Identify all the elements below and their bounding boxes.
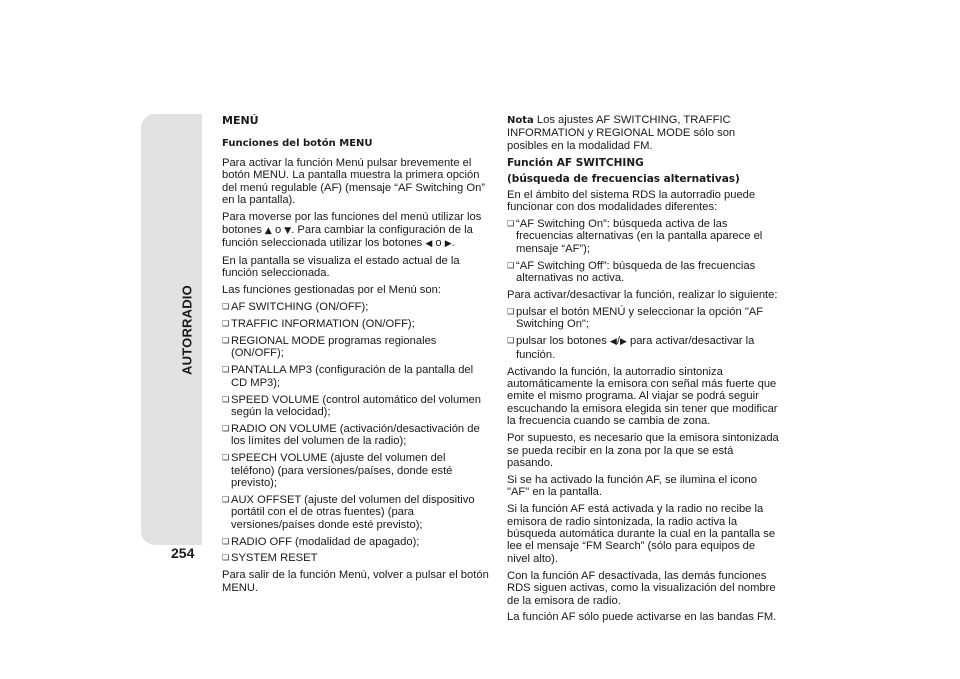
- arrow-left-icon: ◀: [425, 238, 433, 249]
- arrow-right-icon: ▶: [619, 337, 627, 348]
- section-label: AUTORRADIO: [179, 285, 195, 375]
- text: .: [451, 236, 455, 249]
- list-item: ❏ SYSTEM RESET: [222, 552, 490, 564]
- menu-functions-list: [222, 301, 490, 565]
- text: para activar/desactivar la función.: [516, 335, 755, 361]
- note-text: Los ajustes AF SWITCHING, TRAFFIC INFORMATION y REGIONAL MODE sólo son posibles en la modalidad FM.: [507, 114, 736, 152]
- list-item: ❏ SPEED VOLUME (control automático del volumen según la velocidad);: [222, 394, 490, 419]
- list-item: ❏ RADIO OFF (modalidad de apagado);: [222, 536, 490, 548]
- paragraph: Con la función AF desactivada, las demás funciones RDS siguen activas, como la visualización del nombre de la emisora de radio.: [507, 569, 776, 607]
- right-column: [507, 114, 779, 628]
- paragraph: Las funciones gestionadas por el Menú son:: [222, 284, 441, 297]
- text: o: [432, 236, 445, 249]
- list-item: ❏ pulsar el botón MENÚ y seleccionar la opción "AF Switching On";: [507, 306, 779, 331]
- paragraph: Para activar la función Menú pulsar brevemente el botón MENU. La pantalla muestra la primera opción del menú regulable (AF) (mensaje “AF Switching On” en la pantalla).: [222, 157, 486, 207]
- section-tab: [141, 114, 205, 545]
- list-item: ❏ REGIONAL MODE programas regionales (ON/OFF);: [222, 335, 490, 360]
- modes-list: [507, 218, 779, 285]
- list-item: ❏ “AF Switching On”: búsqueda activa de las frecuencias alternativas (en la pantalla aparece el mensaje “AF”);: [507, 218, 779, 255]
- paragraph: En el ámbito del sistema RDS la autorradio puede funcionar con dos modalidades diferentes:: [507, 188, 756, 214]
- list-item: ❏ RADIO ON VOLUME (activación/desactivación de los límites del volumen de la radio);: [222, 423, 490, 448]
- list-item: ❏ “AF Switching Off”: búsqueda de las frecuencias alternativas no activa.: [507, 260, 779, 285]
- note: [507, 114, 779, 152]
- paragraph: Activando la función, la autorradio sintoniza automáticamente la emisora con señal más fuerte que emite el mismo programa. Al viajar se podrá seguir escuchando la emisora elegida sin tener que modificar la frecuencia cuando se cambia de zona.: [507, 365, 778, 428]
- text: /: [616, 335, 620, 348]
- paragraph: En la pantalla se visualiza el estado actual de la función seleccionada.: [222, 254, 460, 280]
- list-item: ❏ AUX OFFSET (ajuste del volumen del dispositivo portátil con el de otras fuentes) (para versiones/países donde esté previsto);: [222, 494, 490, 531]
- text: o: [271, 223, 285, 236]
- paragraph: La función AF sólo puede activarse en las bandas FM.: [507, 611, 777, 624]
- paragraph: Si la función AF está activada y la radio no recibe la emisora de radio sintonizada, la radio activa la búsqueda automática durante la cual en la pantalla se lee el mensaje “FM Search” (sólo para equipos de nivel alto).: [507, 503, 776, 565]
- paragraph: Por supuesto, es necesario que la emisora sintonizada se pueda recibir en la zona por la que se está pasando.: [507, 432, 779, 469]
- text: . Para cambiar la configuración de la función seleccionada utilizar los botones: [222, 223, 473, 249]
- section-heading: Función AF SWITCHING: [507, 156, 644, 169]
- list-item: ❏ AF SWITCHING (ON/OFF);: [222, 301, 490, 313]
- menu-heading: MENÚ: [222, 114, 259, 127]
- arrow-right-icon: ▶: [444, 238, 452, 249]
- text: pulsar los botones: [516, 335, 610, 348]
- left-column: [222, 114, 490, 599]
- arrow-left-icon: ◀: [609, 337, 617, 348]
- page-number: 254: [171, 545, 195, 561]
- list-item: ❏ SPEECH VOLUME (ajuste del volumen del teléfono) (para versiones/países, donde esté previsto);: [222, 452, 490, 489]
- steps-list: [507, 306, 779, 361]
- menu-subheading: Funciones del botón MENU: [222, 138, 373, 149]
- list-item: ❏ PANTALLA MP3 (configuración de la pantalla del CD MP3);: [222, 364, 490, 389]
- list-item: ❏ TRAFFIC INFORMATION (ON/OFF);: [222, 318, 490, 330]
- paragraph: Para activar/desactivar la función, realizar lo siguiente:: [507, 289, 778, 302]
- text: Para moverse por las funciones del menú utilizar los botones: [222, 211, 482, 236]
- arrow-down-icon: ▼: [284, 225, 292, 236]
- note-label: Nota: [507, 115, 534, 126]
- paragraph: Si se ha activado la función AF, se ilumina el icono "AF" en la pantalla.: [507, 473, 757, 499]
- arrow-up-icon: ▲: [264, 225, 272, 236]
- list-item: [507, 335, 779, 361]
- paragraph: Para salir de la función Menú, volver a pulsar el botón MENU.: [222, 569, 489, 594]
- paragraph: [222, 211, 490, 250]
- section-subheading: (búsqueda de frecuencias alternativas): [507, 172, 740, 185]
